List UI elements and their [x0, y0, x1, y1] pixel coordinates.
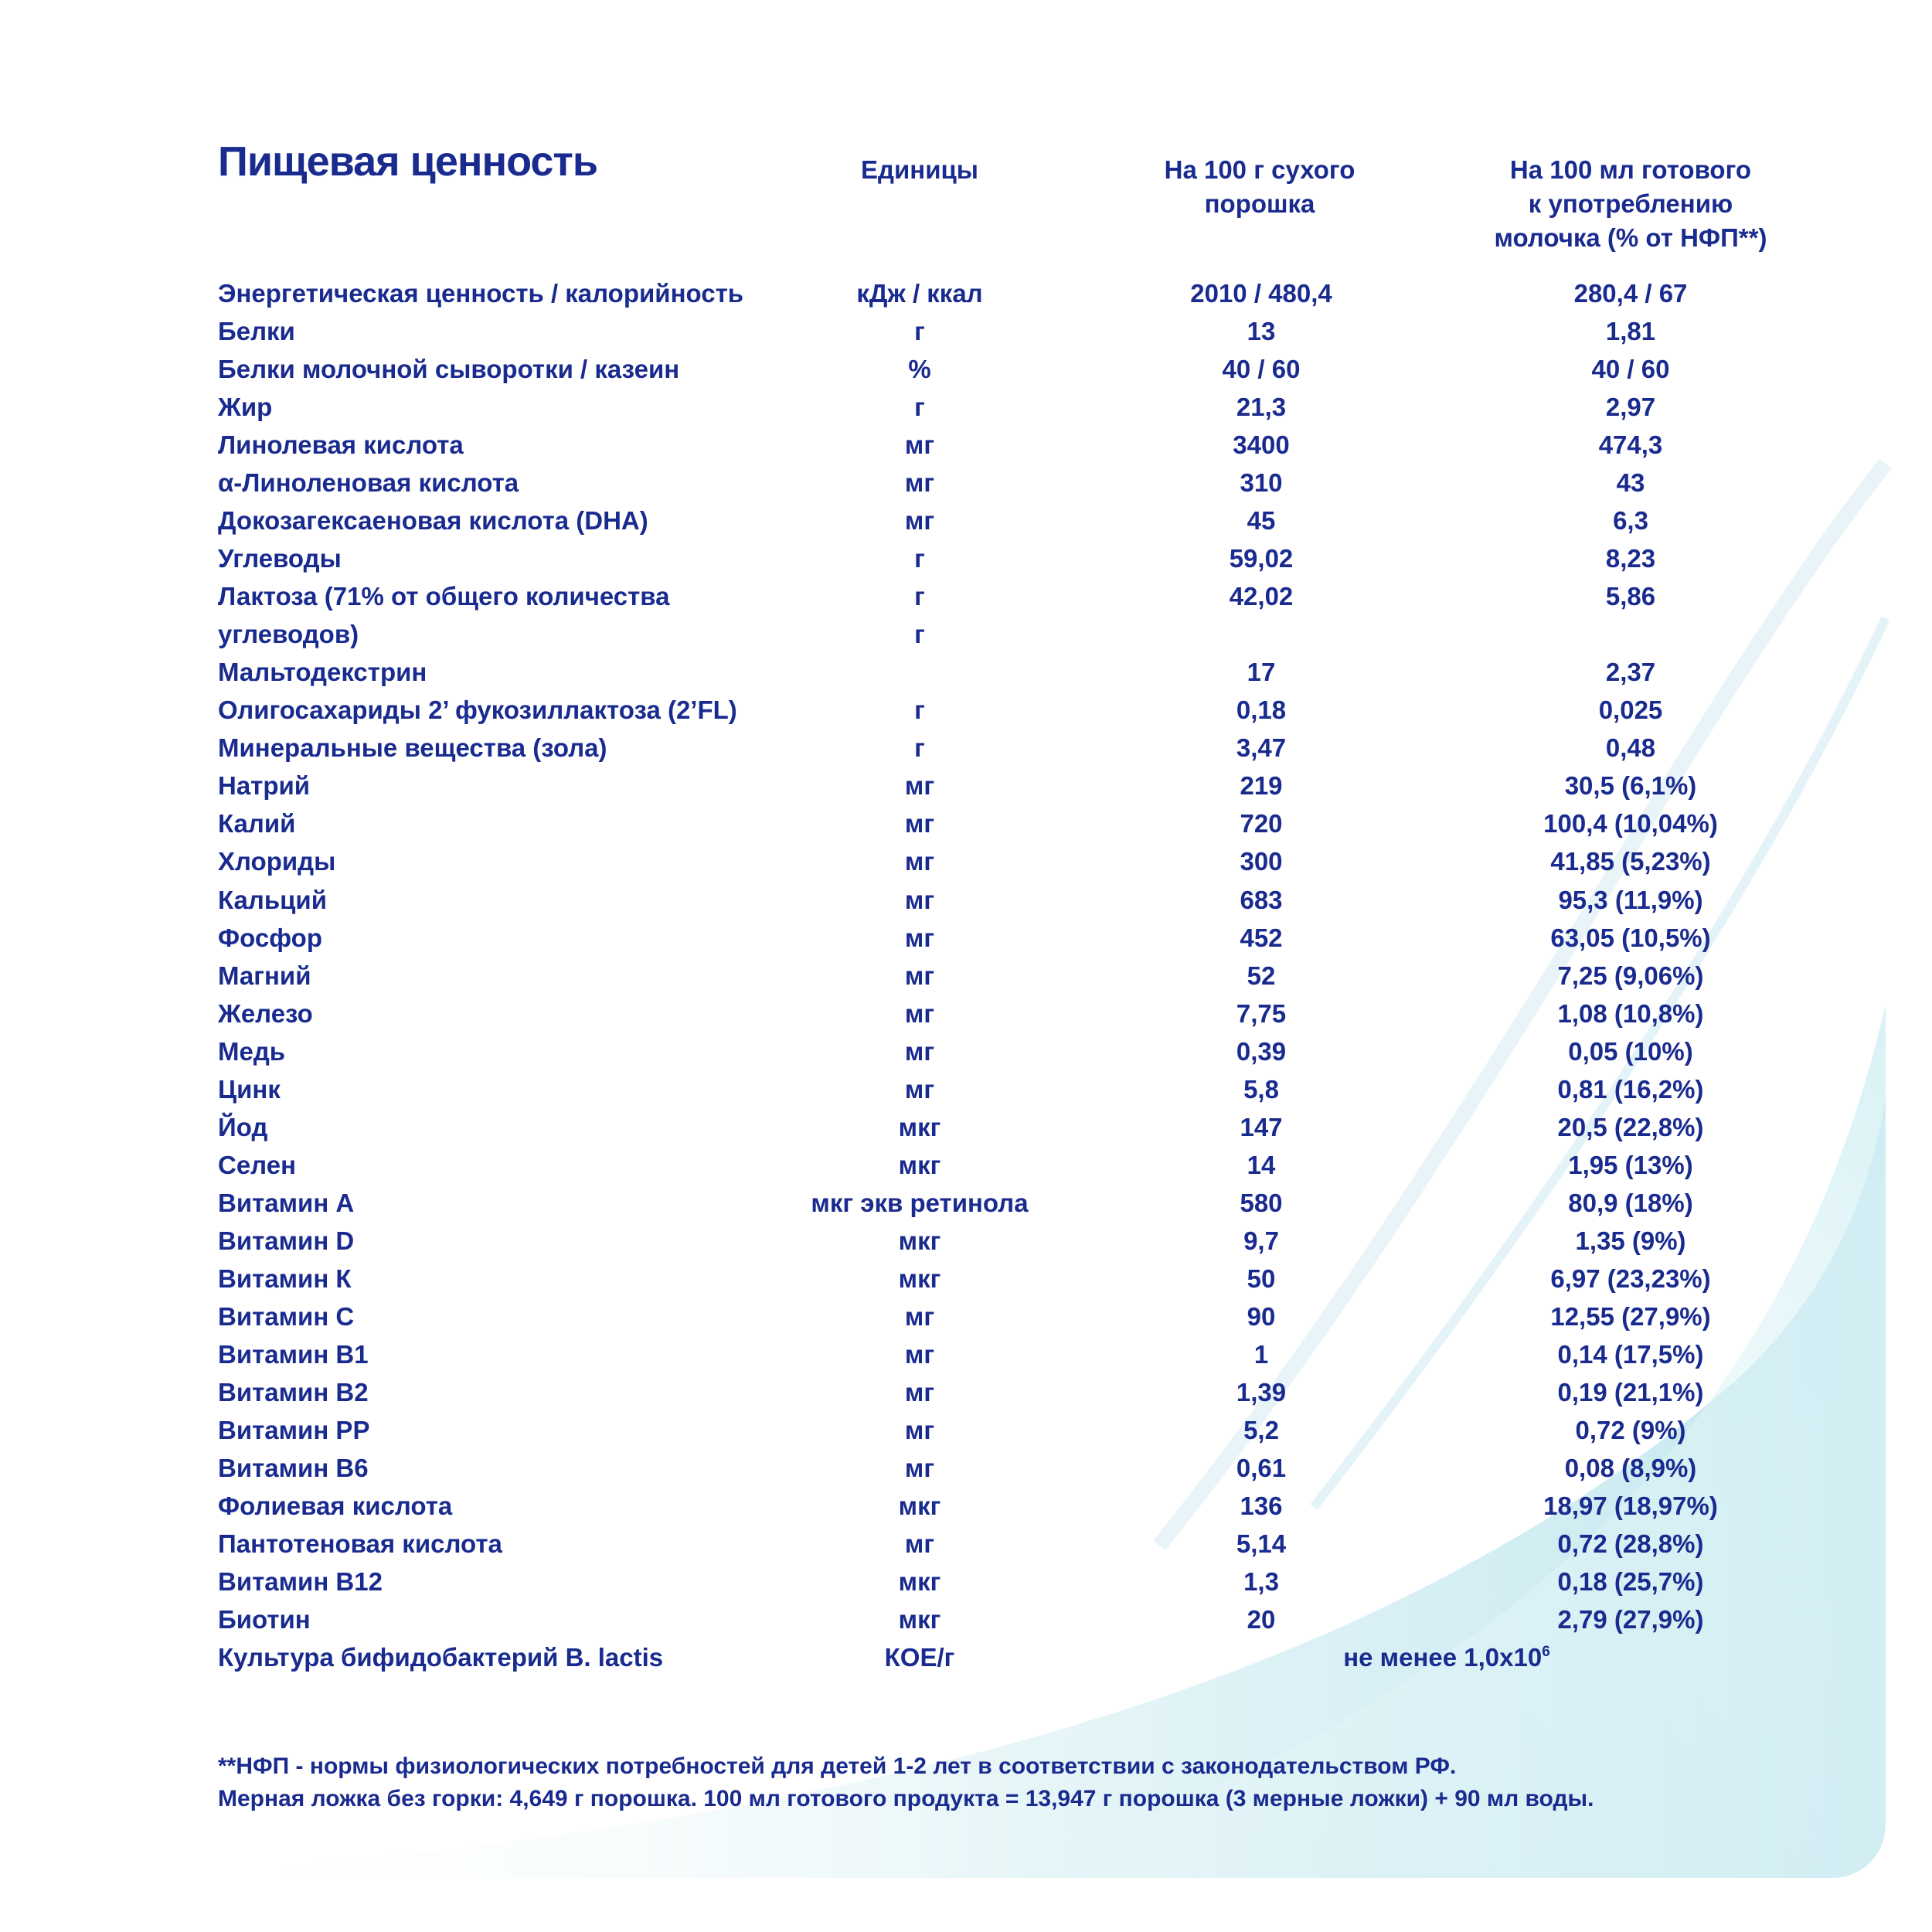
- table-row: [0, 881, 1932, 919]
- table-row: [0, 729, 1932, 767]
- table-row: [0, 1525, 1932, 1563]
- nutrient-unit: мг: [904, 771, 935, 801]
- value-per-100ml: 0,05 (10%): [1568, 1036, 1693, 1066]
- value-per-100ml: 280,4 / 67: [1573, 279, 1688, 308]
- value-per-100ml: 6,97 (23,23%): [1550, 1264, 1711, 1293]
- footnote-nfp: **НФП - нормы физиологических потребностей для детей 1-2 лет в соответствии с законодательством РФ.: [218, 1753, 1457, 1779]
- value-per-100ml: 474,3: [1598, 430, 1663, 460]
- table-row: [0, 957, 1932, 995]
- nutrient-unit: мкг: [898, 1605, 941, 1634]
- value-per-100g: 300: [1240, 847, 1283, 876]
- value-per-100g: 0,61: [1236, 1453, 1287, 1482]
- nutrient-name: Медь: [218, 1036, 286, 1066]
- nutrient-name: Витамин РР: [218, 1415, 370, 1444]
- value-per-100ml: 0,72 (9%): [1575, 1415, 1686, 1444]
- table-row: [0, 767, 1932, 804]
- table-row: [0, 1070, 1932, 1108]
- nutrient-name: Лактоза (71% от общего количества: [218, 582, 670, 611]
- nutrient-name: Хлориды: [218, 847, 336, 876]
- value-per-100g: 42,02: [1229, 582, 1294, 611]
- table-row: [0, 539, 1932, 577]
- table-row: [0, 842, 1932, 880]
- nutrient-name: Калий: [218, 809, 296, 838]
- value-per-100ml: 0,18 (25,7%): [1557, 1567, 1704, 1597]
- value-per-100g: 720: [1240, 809, 1283, 838]
- nutrient-unit: мг: [904, 923, 935, 952]
- nutrient-unit: г: [914, 696, 925, 725]
- bifido-exponent: 6: [1542, 1644, 1550, 1661]
- nutrient-unit: мг: [904, 1339, 935, 1369]
- value-per-100g: 20: [1247, 1605, 1276, 1634]
- table-row: [0, 1298, 1932, 1335]
- footnote-spoon: Мерная ложка без горки: 4,649 г порошка. 100 мл готового продукта = 13,947 г порошка (3 мерные ложки) + 90 мл воды.: [218, 1786, 1594, 1811]
- nutrient-name: Пантотеновая кислота: [218, 1529, 502, 1559]
- bifido-value-text: не менее 1,0х10: [1343, 1643, 1543, 1672]
- nutrient-unit: мг: [904, 847, 935, 876]
- nutrient-unit: г: [914, 393, 925, 422]
- table-row: [0, 1563, 1932, 1600]
- value-per-100g: 7,75: [1236, 998, 1287, 1028]
- value-per-100ml: 7,25 (9,06%): [1557, 961, 1704, 990]
- nutrient-name: Селен: [218, 1150, 296, 1179]
- value-per-100g: 136: [1240, 1492, 1283, 1520]
- nutrient-unit: мг: [904, 961, 935, 990]
- nutrition-table: [0, 274, 1932, 1676]
- column-header-per-100g: На 100 г сухого порошка: [1164, 155, 1355, 218]
- nutrient-name: Витамин В1: [218, 1339, 369, 1369]
- value-per-100g: 3400: [1233, 430, 1290, 460]
- value-per-100ml: 2,37: [1605, 658, 1656, 687]
- value-per-100ml: 18,97 (18,97%): [1543, 1492, 1718, 1520]
- value-per-100ml: 100,4 (10,04%): [1543, 809, 1718, 838]
- table-row: [0, 1108, 1932, 1146]
- page-title: Пищевая ценность: [218, 138, 598, 185]
- footnotes: [218, 1750, 1594, 1815]
- value-per-100ml: 0,72 (28,8%): [1557, 1529, 1704, 1559]
- bifido-value: [1343, 1638, 1550, 1676]
- value-per-100g: 21,3: [1236, 393, 1287, 422]
- table-row: [0, 653, 1932, 691]
- nutrient-name: Фолиевая кислота: [218, 1492, 453, 1520]
- table-row: [0, 1335, 1932, 1373]
- nutrient-name: Натрий: [218, 771, 311, 801]
- table-row: [0, 1032, 1932, 1070]
- nutrient-unit: г: [914, 733, 925, 763]
- table-row: [0, 1487, 1932, 1525]
- nutrient-name: Линолевая кислота: [218, 430, 464, 460]
- nutrient-unit: мг: [904, 885, 935, 914]
- value-per-100ml: 2,97: [1605, 393, 1656, 422]
- nutrient-unit: мкг: [898, 1567, 941, 1597]
- table-row: [0, 995, 1932, 1032]
- value-per-100ml: 20,5 (22,8%): [1557, 1112, 1704, 1141]
- table-row: [0, 1373, 1932, 1411]
- value-per-100ml: 63,05 (10,5%): [1550, 923, 1711, 952]
- value-per-100g: 40 / 60: [1222, 355, 1301, 384]
- value-per-100g: 5,2: [1243, 1415, 1279, 1444]
- value-per-100g: 50: [1247, 1264, 1276, 1293]
- value-per-100g: 1: [1253, 1339, 1269, 1369]
- nutrient-unit: г: [914, 317, 925, 346]
- table-row: [0, 502, 1932, 539]
- nutrient-unit: мкг: [898, 1150, 941, 1179]
- nutrient-name: Витамин К: [218, 1264, 352, 1293]
- value-per-100g: 5,14: [1236, 1529, 1287, 1559]
- value-per-100ml: 12,55 (27,9%): [1550, 1301, 1711, 1331]
- nutrient-unit: мг: [904, 1036, 935, 1066]
- nutrition-rows: [0, 274, 1932, 1638]
- nutrient-name: Белки: [218, 317, 295, 346]
- nutrient-unit: г: [914, 582, 925, 611]
- value-per-100ml: 2,79 (27,9%): [1557, 1605, 1704, 1634]
- value-per-100g: 52: [1247, 961, 1276, 990]
- nutrient-unit: мг: [904, 998, 935, 1028]
- nutrient-name: углеводов): [218, 620, 359, 649]
- nutrient-name: Витамин В6: [218, 1453, 369, 1482]
- nutrient-unit: мг: [904, 1415, 935, 1444]
- nutrient-unit: мг: [904, 1453, 935, 1482]
- value-per-100g: 59,02: [1229, 544, 1294, 573]
- table-row: [0, 919, 1932, 957]
- table-row: [0, 1222, 1932, 1260]
- value-per-100g: 219: [1240, 771, 1283, 801]
- table-row: [0, 1600, 1932, 1638]
- value-per-100ml: 0,48: [1605, 733, 1656, 763]
- nutrient-name: α-Линоленовая кислота: [218, 468, 519, 498]
- nutrient-unit: КОЕ/г: [884, 1643, 955, 1672]
- table-row: [0, 691, 1932, 729]
- column-header-units: Единицы: [861, 155, 978, 184]
- value-per-100g: 90: [1247, 1301, 1276, 1331]
- value-per-100ml: 30,5 (6,1%): [1564, 771, 1697, 801]
- table-row: [0, 615, 1932, 653]
- nutrient-name: Витамин В2: [218, 1377, 369, 1406]
- value-per-100g: 17: [1247, 658, 1276, 687]
- nutrient-unit: мг: [904, 1377, 935, 1406]
- nutrient-name: Фосфор: [218, 923, 322, 952]
- value-per-100g: 452: [1240, 923, 1283, 952]
- value-per-100g: 45: [1247, 506, 1276, 536]
- nutrient-name: Витамин В12: [218, 1567, 383, 1597]
- table-row: [0, 426, 1932, 464]
- value-per-100ml: 0,08 (8,9%): [1564, 1453, 1697, 1482]
- table-row: [0, 464, 1932, 502]
- nutrient-name: Докозагексаеновая кислота (DHA): [218, 506, 648, 536]
- table-row: [0, 577, 1932, 615]
- nutrient-unit: мг: [904, 468, 935, 498]
- value-per-100ml: 80,9 (18%): [1568, 1188, 1693, 1217]
- nutrient-name: Витамин С: [218, 1301, 355, 1331]
- nutrient-unit: %: [908, 355, 931, 384]
- table-row: [0, 804, 1932, 842]
- nutrient-name: Жир: [218, 393, 273, 422]
- nutrient-name: Энергетическая ценность / калорийность: [218, 279, 744, 308]
- table-row: [0, 350, 1932, 388]
- table-row: [0, 312, 1932, 350]
- value-per-100ml: 40 / 60: [1591, 355, 1670, 384]
- nutrient-name: Культура бифидобактерий B. lactis: [218, 1643, 664, 1672]
- nutrient-name: Цинк: [218, 1074, 281, 1104]
- nutrient-name: Магний: [218, 961, 311, 990]
- table-row: [0, 274, 1932, 312]
- table-row: [0, 1260, 1932, 1298]
- nutrient-unit: мкг: [898, 1264, 941, 1293]
- value-per-100g: 147: [1240, 1112, 1283, 1141]
- value-per-100g: 2010 / 480,4: [1190, 279, 1332, 308]
- value-per-100ml: 6,3: [1613, 506, 1648, 536]
- table-row: [0, 1184, 1932, 1222]
- nutrient-unit: кДж / ккал: [856, 279, 983, 308]
- nutrient-unit: мг: [904, 1074, 935, 1104]
- nutrient-unit: мкг экв ретинола: [811, 1188, 1029, 1217]
- table-row: [0, 1146, 1932, 1184]
- value-per-100ml: 0,025: [1598, 696, 1663, 725]
- nutrient-unit: мг: [904, 1301, 935, 1331]
- value-per-100ml: 0,19 (21,1%): [1557, 1377, 1704, 1406]
- nutrient-unit: мг: [904, 1529, 935, 1559]
- nutrient-unit: мкг: [898, 1112, 941, 1141]
- value-per-100g: 0,39: [1236, 1036, 1287, 1066]
- value-per-100ml: 41,85 (5,23%): [1550, 847, 1711, 876]
- nutrient-name: Мальтодекстрин: [218, 658, 427, 687]
- table-row-bifidobacteria: [0, 1638, 1932, 1676]
- value-per-100g: 683: [1240, 885, 1283, 914]
- nutrient-name: Витамин D: [218, 1226, 355, 1255]
- value-per-100g: 13: [1247, 317, 1276, 346]
- value-per-100g: 0,18: [1236, 696, 1287, 725]
- nutrient-unit: мкг: [898, 1226, 941, 1255]
- value-per-100g: 3,47: [1236, 733, 1287, 763]
- table-row: [0, 388, 1932, 426]
- nutrient-name: Биотин: [218, 1605, 311, 1634]
- value-per-100g: 1,3: [1243, 1567, 1279, 1597]
- value-per-100ml: 1,08 (10,8%): [1557, 998, 1704, 1028]
- nutrient-unit: мг: [904, 506, 935, 536]
- value-per-100g: 1,39: [1236, 1377, 1287, 1406]
- nutrient-unit: мг: [904, 809, 935, 838]
- value-per-100ml: 5,86: [1605, 582, 1656, 611]
- value-per-100ml: 1,95 (13%): [1568, 1150, 1693, 1179]
- nutrient-name: Белки молочной сыворотки / казеин: [218, 355, 680, 384]
- value-per-100ml: 0,14 (17,5%): [1557, 1339, 1704, 1369]
- nutrient-unit: мкг: [898, 1492, 941, 1520]
- value-per-100ml: 43: [1616, 468, 1645, 498]
- value-per-100g: 14: [1247, 1150, 1276, 1179]
- value-per-100ml: 95,3 (11,9%): [1558, 885, 1703, 914]
- nutrient-name: Углеводы: [218, 544, 342, 573]
- value-per-100ml: 1,35 (9%): [1575, 1226, 1686, 1255]
- nutrient-name: Олигосахариды 2’ фукозиллактоза (2’FL): [218, 696, 737, 725]
- value-per-100g: 9,7: [1243, 1226, 1279, 1255]
- value-per-100g: 580: [1240, 1188, 1283, 1217]
- nutrient-name: Йод: [218, 1112, 268, 1141]
- nutrient-unit: мг: [904, 430, 935, 460]
- table-row: [0, 1411, 1932, 1449]
- table-row: [0, 1449, 1932, 1487]
- column-header-per-100ml: На 100 мл готового к употреблению молочка (% от НФП**): [1494, 155, 1767, 252]
- value-per-100ml: 0,81 (16,2%): [1557, 1074, 1704, 1104]
- value-per-100ml: 8,23: [1605, 544, 1656, 573]
- value-per-100ml: 1,81: [1605, 317, 1656, 346]
- value-per-100g: 310: [1240, 468, 1283, 498]
- nutrient-name: Минеральные вещества (зола): [218, 733, 607, 763]
- value-per-100g: 5,8: [1243, 1074, 1279, 1104]
- nutrient-name: Кальций: [218, 885, 328, 914]
- nutrient-name: Витамин А: [218, 1188, 355, 1217]
- nutrient-unit: г: [914, 620, 925, 649]
- nutrient-name: Железо: [218, 998, 313, 1028]
- nutrient-unit: г: [914, 544, 925, 573]
